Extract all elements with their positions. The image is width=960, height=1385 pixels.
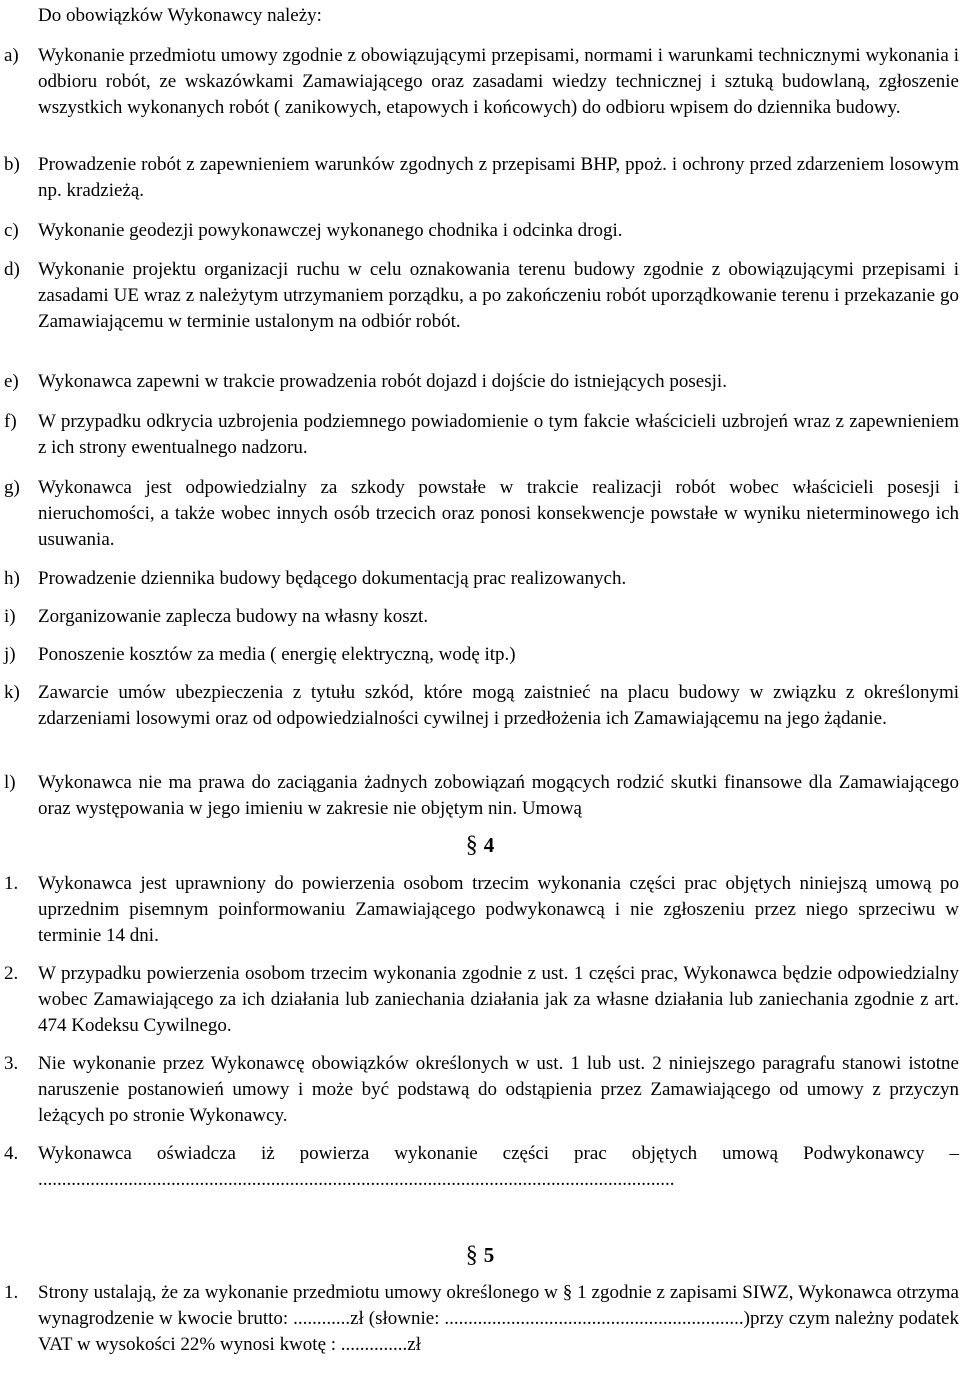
section-5-item-1	[4, 1280, 959, 1358]
section-4-heading	[0, 832, 960, 859]
item-label: l)	[4, 772, 16, 793]
intro-text: Do obowiązków Wykonawcy należy:	[38, 5, 322, 26]
item-text: Wykonawca oświadcza iż powierza wykonanie części prac objętych umową Podwykonawcy – ......................................................................................................................................	[38, 1143, 959, 1190]
item-label: 2.	[4, 963, 19, 984]
section-symbol: §	[465, 832, 478, 858]
obligation-i	[4, 604, 959, 630]
obligation-f	[4, 409, 959, 461]
item-text: Wykonanie geodezji powykonawczej wykonanego chodnika i odcinka drogi.	[38, 220, 623, 241]
obligation-d	[4, 257, 959, 335]
obligation-g	[4, 475, 959, 553]
obligation-a	[4, 43, 959, 121]
obligation-c	[4, 218, 959, 244]
item-text: Wykonanie projektu organizacji ruchu w celu oznakowania terenu budowy zgodnie z obowiązującymi przepisami i zasadami UE wraz z należytym utrzymaniem porządku, a po zakończeniu robót uporządkowanie terenu i przekazanie go Zamawiającemu w terminie ustalonym na odbiór robót.	[38, 259, 959, 332]
obligation-k	[4, 680, 959, 732]
item-text: W przypadku odkrycia uzbrojenia podziemnego powiadomienie o tym fakcie właścicieli uzbrojeń wraz z zapewnieniem z ich strony ewentualnego nadzoru.	[38, 411, 959, 458]
item-text: W przypadku powierzenia osobom trzecim wykonania zgodnie z ust. 1 części prac, Wykonawca będzie odpowiedzialny wobec Zamawiającego za ich działania lub zaniechania działania jak za własne działania lub zaniechania zgodnie z art. 474 Kodeksu Cywilnego.	[38, 963, 959, 1036]
item-label: i)	[4, 606, 16, 627]
item-text: Ponoszenie kosztów za media ( energię elektryczną, wodę itp.)	[38, 644, 516, 665]
section-4-item-2	[4, 961, 959, 1039]
item-text: Wykonanie przedmiotu umowy zgodnie z obowiązującymi przepisami, normami i warunkami technicznymi wykonania i odbioru robót, ze wskazówkami Zamawiającego oraz zasadami wiedzy technicznej i sztuką budowlaną, zgłoszenie wszystkich wykonanych robót ( zanikowych, etapowych i końcowych) do odbioru wpisem do dziennika budowy.	[38, 45, 959, 118]
item-text: Wykonawca nie ma prawa do zaciągania żadnych zobowiązań mogących rodzić skutki finansowe dla Zamawiającego oraz występowania w jego imieniu w zakresie nie objętym nin. Umową	[38, 772, 959, 819]
item-text: Wykonawca zapewni w trakcie prowadzenia robót dojazd i dojście do istniejących posesji.	[38, 371, 727, 392]
item-label: h)	[4, 568, 20, 589]
item-label: b)	[4, 154, 20, 175]
item-label: j)	[4, 644, 16, 665]
item-text: Zorganizowanie zaplecza budowy na własny koszt.	[38, 606, 429, 627]
item-text: Prowadzenie dziennika budowy będącego dokumentacją prac realizowanych.	[38, 568, 627, 589]
item-label: k)	[4, 682, 20, 703]
item-text: Prowadzenie robót z zapewnieniem warunków zgodnych z przepisami BHP, ppoż. i ochrony przed zdarzeniem losowym np. kradzieżą.	[38, 154, 959, 201]
item-label: e)	[4, 371, 19, 392]
item-label: a)	[4, 45, 19, 66]
section-number: 5	[483, 1243, 495, 1267]
obligation-j	[4, 642, 959, 668]
item-text: Strony ustalają, że za wykonanie przedmiotu umowy określonego w § 1 zgodnie z zapisami SIWZ, Wykonawca otrzyma wynagrodzenie w kwocie brutto: ............zł (słownie: ...............................................................)przy czym należny podatek VAT w wysokości 22% wynosi kwotę : ..............zł	[38, 1282, 959, 1355]
section-5-heading	[0, 1242, 960, 1269]
obligation-e	[4, 369, 959, 395]
item-label: 3.	[4, 1053, 19, 1074]
section-symbol: §	[465, 1242, 478, 1268]
item-label: f)	[4, 411, 17, 432]
item-label: 1.	[4, 1282, 19, 1303]
item-text: Wykonawca jest odpowiedzialny za szkody powstałe w trakcie realizacji robót wobec właścicieli posesji i nieruchomości, a także wobec innych osób trzecich oraz ponosi konsekwencje powstałe w wyniku nieterminowego ich usuwania.	[38, 477, 959, 550]
section-4-item-3	[4, 1051, 959, 1129]
item-label: 1.	[4, 873, 19, 894]
obligation-h	[4, 566, 959, 592]
item-label: c)	[4, 220, 19, 241]
item-label: d)	[4, 259, 20, 280]
section-4-item-1	[4, 871, 959, 949]
item-label: g)	[4, 477, 20, 498]
item-text: Zawarcie umów ubezpieczenia z tytułu szkód, które mogą zaistnieć na placu budowy w związku z określonymi zdarzeniami losowymi oraz od odpowiedzialności cywilnej i przedłożenia ich Zamawiającemu na jego żądanie.	[38, 682, 959, 729]
section-4-item-4	[4, 1141, 959, 1193]
item-text: Nie wykonanie przez Wykonawcę obowiązków określonych w ust. 1 lub ust. 2 niniejszego paragrafu stanowi istotne naruszenie postanowień umowy i może być podstawą do odstąpienia przez Zamawiającego od umowy z przyczyn leżących po stronie Wykonawcy.	[38, 1053, 959, 1126]
obligation-l	[4, 770, 959, 822]
section-number: 4	[483, 833, 495, 857]
obligation-b	[4, 152, 959, 204]
item-text: Wykonawca jest uprawniony do powierzenia osobom trzecim wykonania części prac objętych niniejszą umową po uprzednim pisemnym poinformowaniu Zamawiającego podwykonawcą i nie zgłoszeniu przez niego sprzeciwu w terminie 14 dni.	[38, 873, 959, 946]
item-label: 4.	[4, 1143, 19, 1164]
